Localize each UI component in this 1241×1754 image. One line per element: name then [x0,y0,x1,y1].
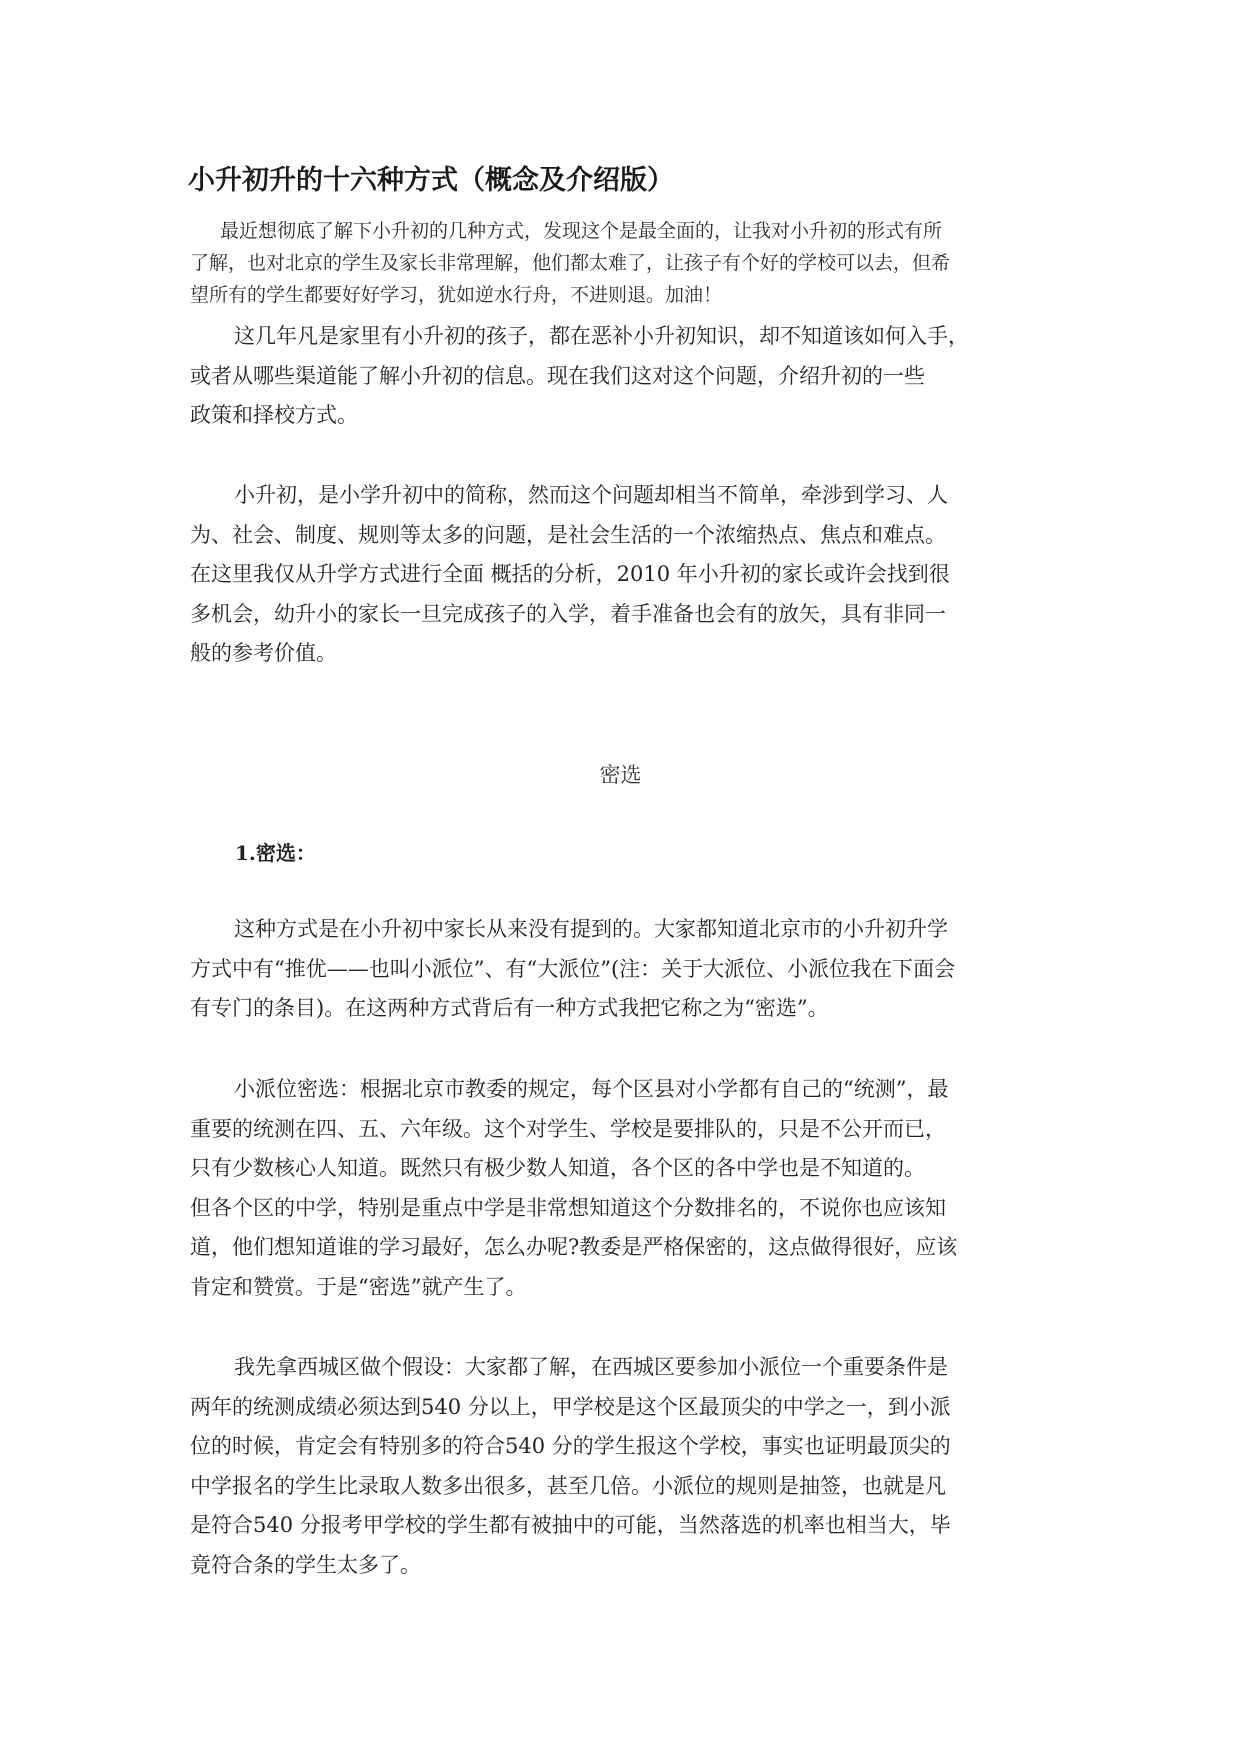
paragraph-line: 有专门的条目)。在这两种方式背后有一种方式我把它称之为“密选”。 [190,996,829,1020]
paragraph-line: 方式中有“推优——也叫小派位”、有“大派位”(注：关于大派位、小派位我在下面会 [190,956,956,981]
intro-line: 望所有的学生都要好好学习，犹如逆水行舟，不进则退。加油！ [190,284,723,306]
section-title: 密选 [599,763,642,787]
paragraph-line: 是符合540 分报考甲学校的学生都有被抽中的可能，当然落选的机率也相当大，毕 [190,1513,951,1537]
subheading: 1.密选： [235,841,316,865]
paragraph-5 [190,1348,1090,1585]
paragraph-line: 竟符合条的学生太多了。 [190,1552,421,1577]
paragraph-line: 位的时候，肯定会有特别多的符合540 分的学生报这个学校，事实也证明最顶尖的 [190,1434,951,1458]
paragraph-line: 般的参考价值。 [190,641,337,665]
paragraph-line: 肯定和赞赏。于是“密选”就产生了。 [190,1274,527,1299]
paragraph-line: 重要的统测在四、五、六年级。这个对学生、学校是要排队的，只是不公开而已， [190,1116,946,1141]
paragraph-2 [190,476,1090,674]
paragraph-line: 小派位密选：根据北京市教委的规定，每个区县对小学都有自己的“统测”，最 [234,1077,949,1101]
paragraph-line: 但各个区的中学，特别是重点中学是非常想知道这个分数排名的，不说你也应该知 [190,1195,946,1220]
paragraph-line: 在这里我仅从升学方式进行全面 概括的分析，2010 年小升初的家长或许会找到很 [190,562,950,586]
paragraph-line: 小升初，是小学升初中的简称，然而这个问题却相当不简单，牵涉到学习、人 [234,483,948,507]
intro-paragraph [190,215,1050,311]
paragraph-line: 为、社会、制度、规则等太多的问题，是社会生活的一个浓缩热点、焦点和难点。 [190,522,946,547]
paragraph-line: 两年的统测成绩必须达到540 分以上，甲学校是这个区最顶尖的中学之一，到小派 [190,1394,951,1419]
intro-line: 最近想彻底了解下小升初的几种方式，发现这个是最全面的，让我对小升初的形式有所 [220,220,943,242]
paragraph-line: 中学报名的学生比录取人数多出很多，甚至几倍。小派位的规则是抽签，也就是凡 [190,1473,946,1498]
paragraph-line: 只有少数核心人知道。既然只有极少数人知道，各个区的各中学也是不知道的。 [190,1156,925,1180]
paragraph-line: 多机会，幼升小的家长一旦完成孩子的入学，着手准备也会有的放矢，具有非同一 [190,601,946,626]
paragraph-line: 政策和择校方式。 [190,403,358,427]
intro-line: 了解，也对北京的学生及家长非常理解，他们都太难了，让孩子有个好的学校可以去，但希 [190,252,951,274]
paragraph-line: 道，他们想知道谁的学习最好，怎么办呢?教委是严格保密的，这点做得很好，应该 [190,1235,958,1259]
paragraph-line: 这种方式是在小升初中家长从来没有提到的。大家都知道北京市的小升初升学 [234,917,948,941]
document-title: 小升初升的十六种方式（概念及介绍版） [188,165,674,196]
paragraph-4 [190,1070,1090,1307]
paragraph-3 [190,910,1090,1029]
paragraph-line: 或者从哪些渠道能了解小升初的信息。现在我们这对这个问题，介绍升初的一些 [190,363,925,388]
paragraph-line: 我先拿西城区做个假设：大家都了解，在西城区要参加小派位一个重要条件是 [234,1355,948,1379]
paragraph-1 [190,317,1090,436]
paragraph-line: 这几年凡是家里有小升初的孩子，都在恶补小升初知识，却不知道该如何入手， [234,324,969,348]
